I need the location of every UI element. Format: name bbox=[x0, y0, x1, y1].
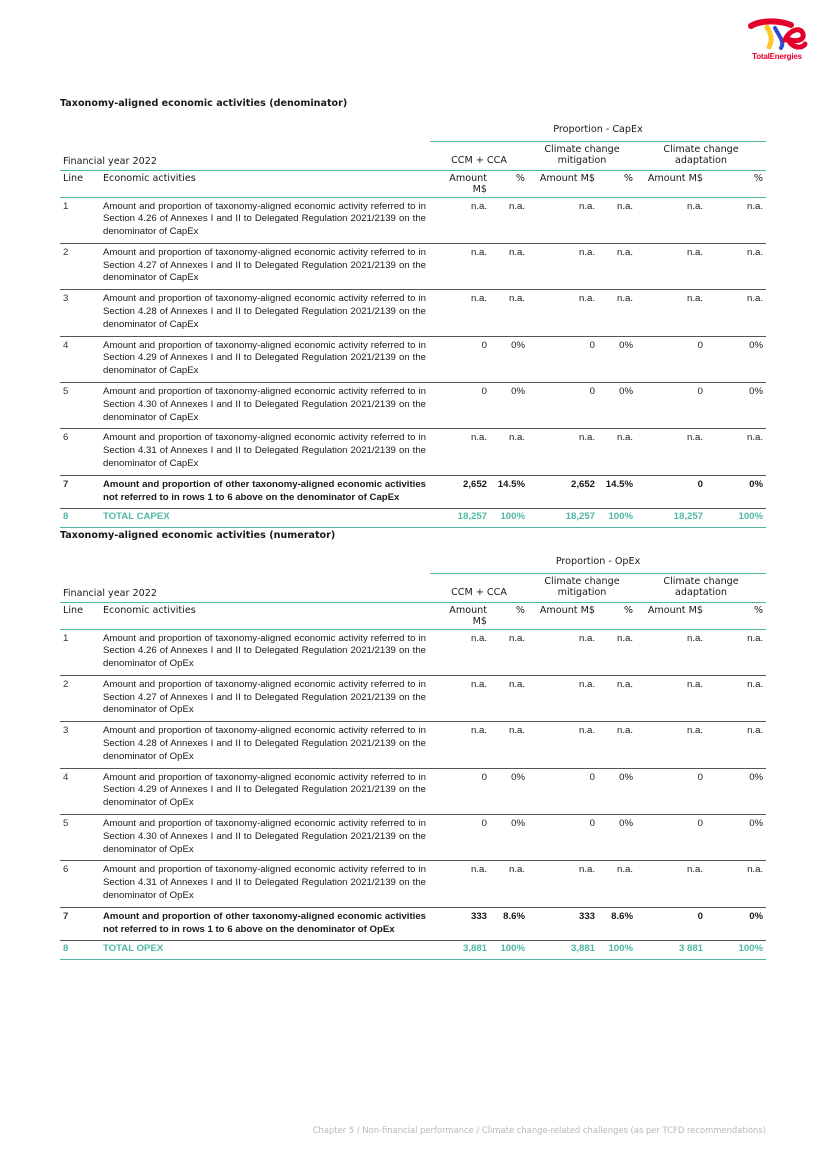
header-row-groups bbox=[60, 141, 766, 170]
group-ccm-cca: CCM + CCA bbox=[430, 573, 528, 602]
cell-amount: 0 bbox=[636, 475, 706, 509]
cell-amount: n.a. bbox=[636, 675, 706, 721]
table-row bbox=[60, 383, 766, 429]
col-line: Line bbox=[60, 602, 100, 629]
col-percent: % bbox=[706, 602, 766, 629]
row-description: Amount and proportion of taxonomy-aligned economic activity referred to in Section 4.31 of Annexes I and II to Delegated Regulation 2021/2139 on the denominator of CapEx bbox=[100, 429, 430, 475]
col-amount: Amount M$ bbox=[430, 602, 490, 629]
cell-amount: 0 bbox=[636, 768, 706, 814]
cell-amount: 18,257 bbox=[430, 509, 490, 528]
financial-year: Financial year 2022 bbox=[60, 573, 430, 602]
cell-amount: 0 bbox=[636, 815, 706, 861]
group-mitigation: Climate change mitigation bbox=[528, 141, 636, 170]
table-row bbox=[60, 941, 766, 960]
cell-percent: n.a. bbox=[706, 675, 766, 721]
cell-percent: n.a. bbox=[490, 629, 528, 675]
cell-amount: 2,652 bbox=[528, 475, 598, 509]
header-spacer bbox=[60, 555, 430, 573]
cell-amount: n.a. bbox=[636, 290, 706, 336]
cell-percent: n.a. bbox=[490, 243, 528, 289]
cell-percent: n.a. bbox=[706, 629, 766, 675]
row-line-number: 8 bbox=[60, 509, 100, 528]
cell-percent: n.a. bbox=[490, 675, 528, 721]
cell-amount: n.a. bbox=[528, 722, 598, 768]
row-line-number: 1 bbox=[60, 629, 100, 675]
row-line-number: 6 bbox=[60, 861, 100, 907]
row-line-number: 1 bbox=[60, 197, 100, 243]
row-description: Amount and proportion of taxonomy-aligned economic activity referred to in Section 4.29 of Annexes I and II to Delegated Regulation 2021/2139 on the denominator of OpEx bbox=[100, 768, 430, 814]
cell-percent: 100% bbox=[490, 509, 528, 528]
cell-percent: 8.6% bbox=[598, 907, 636, 941]
table-row bbox=[60, 290, 766, 336]
cell-percent: n.a. bbox=[706, 722, 766, 768]
cell-amount: 0 bbox=[430, 815, 490, 861]
cell-percent: n.a. bbox=[706, 290, 766, 336]
col-amount: Amount M$ bbox=[528, 602, 598, 629]
row-line-number: 2 bbox=[60, 675, 100, 721]
row-line-number: 8 bbox=[60, 941, 100, 960]
header-row-proportion bbox=[60, 123, 766, 141]
group-adaptation: Climate change adaptation bbox=[636, 573, 766, 602]
cell-amount: 0 bbox=[528, 336, 598, 382]
cell-amount: 0 bbox=[528, 815, 598, 861]
section-title: Taxonomy-aligned economic activities (numerator) bbox=[60, 530, 336, 541]
cell-amount: n.a. bbox=[528, 861, 598, 907]
col-amount: Amount M$ bbox=[528, 170, 598, 197]
cell-percent: 0% bbox=[490, 815, 528, 861]
row-description: Amount and proportion of taxonomy-aligned economic activity referred to in Section 4.31 of Annexes I and II to Delegated Regulation 2021/2139 on the denominator of OpEx bbox=[100, 861, 430, 907]
cell-percent: n.a. bbox=[490, 722, 528, 768]
cell-percent: n.a. bbox=[490, 290, 528, 336]
table-row bbox=[60, 475, 766, 509]
row-line-number: 4 bbox=[60, 768, 100, 814]
row-line-number: 7 bbox=[60, 475, 100, 509]
cell-amount: 0 bbox=[528, 383, 598, 429]
row-line-number: 3 bbox=[60, 290, 100, 336]
cell-amount: n.a. bbox=[430, 243, 490, 289]
cell-percent: 0% bbox=[598, 768, 636, 814]
col-percent: % bbox=[490, 170, 528, 197]
cell-percent: 8.6% bbox=[490, 907, 528, 941]
cell-amount: 333 bbox=[430, 907, 490, 941]
cell-percent: 14.5% bbox=[598, 475, 636, 509]
cell-amount: 0 bbox=[430, 768, 490, 814]
row-line-number: 5 bbox=[60, 815, 100, 861]
col-line: Line bbox=[60, 170, 100, 197]
cell-percent: n.a. bbox=[490, 861, 528, 907]
cell-amount: 3,881 bbox=[528, 941, 598, 960]
cell-percent: 100% bbox=[490, 941, 528, 960]
cell-percent: n.a. bbox=[598, 861, 636, 907]
cell-amount: n.a. bbox=[430, 675, 490, 721]
header-row-groups bbox=[60, 573, 766, 602]
taxonomy-table bbox=[60, 555, 766, 960]
cell-amount: n.a. bbox=[636, 243, 706, 289]
cell-amount: n.a. bbox=[528, 197, 598, 243]
table-row bbox=[60, 509, 766, 528]
row-description: Amount and proportion of taxonomy-aligned economic activity referred to in Section 4.27 of Annexes I and II to Delegated Regulation 2021/2139 on the denominator of OpEx bbox=[100, 675, 430, 721]
cell-amount: 0 bbox=[636, 336, 706, 382]
cell-percent: 100% bbox=[598, 941, 636, 960]
cell-amount: n.a. bbox=[528, 429, 598, 475]
cell-amount: 18,257 bbox=[636, 509, 706, 528]
row-description: Amount and proportion of taxonomy-aligned economic activity referred to in Section 4.28 of Annexes I and II to Delegated Regulation 2021/2139 on the denominator of OpEx bbox=[100, 722, 430, 768]
cell-percent: 100% bbox=[598, 509, 636, 528]
financial-year: Financial year 2022 bbox=[60, 141, 430, 170]
table-row bbox=[60, 243, 766, 289]
cell-amount: n.a. bbox=[430, 722, 490, 768]
cell-amount: 3,881 bbox=[430, 941, 490, 960]
cell-percent: 0% bbox=[598, 336, 636, 382]
col-amount: Amount M$ bbox=[430, 170, 490, 197]
cell-amount: n.a. bbox=[636, 722, 706, 768]
cell-amount: n.a. bbox=[528, 629, 598, 675]
totalenergies-logo-mark-icon bbox=[745, 18, 809, 52]
row-description: Amount and proportion of taxonomy-aligned economic activity referred to in Section 4.26 of Annexes I and II to Delegated Regulation 2021/2139 on the denominator of OpEx bbox=[100, 629, 430, 675]
cell-percent: n.a. bbox=[598, 290, 636, 336]
table-row bbox=[60, 815, 766, 861]
cell-percent: 0% bbox=[706, 336, 766, 382]
row-line-number: 2 bbox=[60, 243, 100, 289]
cell-amount: n.a. bbox=[636, 197, 706, 243]
proportion-header: Proportion - CapEx bbox=[430, 123, 766, 141]
cell-amount: n.a. bbox=[430, 197, 490, 243]
capex-section bbox=[60, 98, 766, 528]
cell-amount: 333 bbox=[528, 907, 598, 941]
group-ccm-cca: CCM + CCA bbox=[430, 141, 528, 170]
row-description: Amount and proportion of taxonomy-aligned economic activity referred to in Section 4.26 of Annexes I and II to Delegated Regulation 2021/2139 on the denominator of CapEx bbox=[100, 197, 430, 243]
row-line-number: 5 bbox=[60, 383, 100, 429]
header-spacer bbox=[60, 123, 430, 141]
cell-amount: 0 bbox=[528, 768, 598, 814]
table-row bbox=[60, 629, 766, 675]
cell-percent: n.a. bbox=[706, 861, 766, 907]
col-economic-activities: Economic activities bbox=[100, 602, 430, 629]
group-adaptation: Climate change adaptation bbox=[636, 141, 766, 170]
cell-percent: n.a. bbox=[598, 629, 636, 675]
cell-percent: 0% bbox=[706, 815, 766, 861]
taxonomy-table bbox=[60, 123, 766, 528]
table-row bbox=[60, 768, 766, 814]
cell-percent: n.a. bbox=[598, 722, 636, 768]
row-description: TOTAL CAPEX bbox=[100, 509, 430, 528]
col-percent: % bbox=[598, 170, 636, 197]
page-footer: Chapter 5 / Non-financial performance / Climate change-related challenges (as per TCFD recommendations) bbox=[312, 1125, 766, 1135]
cell-percent: 0% bbox=[490, 336, 528, 382]
col-economic-activities: Economic activities bbox=[100, 170, 430, 197]
cell-percent: 0% bbox=[598, 383, 636, 429]
group-mitigation: Climate change mitigation bbox=[528, 573, 636, 602]
cell-amount: n.a. bbox=[528, 290, 598, 336]
cell-percent: 0% bbox=[706, 475, 766, 509]
cell-percent: 0% bbox=[706, 768, 766, 814]
cell-percent: 14.5% bbox=[490, 475, 528, 509]
section-title: Taxonomy-aligned economic activities (denominator) bbox=[60, 98, 348, 109]
logo-wordmark: TotalEnergies bbox=[752, 52, 802, 61]
row-line-number: 7 bbox=[60, 907, 100, 941]
row-description: Amount and proportion of taxonomy-aligned economic activity referred to in Section 4.27 of Annexes I and II to Delegated Regulation 2021/2139 on the denominator of CapEx bbox=[100, 243, 430, 289]
cell-amount: n.a. bbox=[430, 429, 490, 475]
row-description: Amount and proportion of taxonomy-aligned economic activity referred to in Section 4.30 of Annexes I and II to Delegated Regulation 2021/2139 on the denominator of CapEx bbox=[100, 383, 430, 429]
col-percent: % bbox=[490, 602, 528, 629]
opex-section bbox=[60, 530, 766, 960]
row-description: Amount and proportion of taxonomy-aligned economic activity referred to in Section 4.29 of Annexes I and II to Delegated Regulation 2021/2139 on the denominator of CapEx bbox=[100, 336, 430, 382]
col-percent: % bbox=[706, 170, 766, 197]
row-line-number: 3 bbox=[60, 722, 100, 768]
cell-percent: n.a. bbox=[490, 197, 528, 243]
cell-amount: 0 bbox=[636, 907, 706, 941]
column-header-row bbox=[60, 170, 766, 197]
cell-percent: n.a. bbox=[706, 429, 766, 475]
cell-percent: n.a. bbox=[706, 243, 766, 289]
table-row bbox=[60, 861, 766, 907]
cell-amount: n.a. bbox=[528, 243, 598, 289]
cell-percent: 0% bbox=[490, 768, 528, 814]
cell-percent: n.a. bbox=[490, 429, 528, 475]
cell-amount: n.a. bbox=[636, 861, 706, 907]
row-line-number: 4 bbox=[60, 336, 100, 382]
col-percent: % bbox=[598, 602, 636, 629]
cell-percent: n.a. bbox=[706, 197, 766, 243]
cell-amount: 18,257 bbox=[528, 509, 598, 528]
col-amount: Amount M$ bbox=[636, 602, 706, 629]
column-header-row bbox=[60, 602, 766, 629]
proportion-header: Proportion - OpEx bbox=[430, 555, 766, 573]
cell-amount: n.a. bbox=[528, 675, 598, 721]
cell-percent: 100% bbox=[706, 941, 766, 960]
header-row-proportion bbox=[60, 555, 766, 573]
cell-percent: n.a. bbox=[598, 197, 636, 243]
table-row bbox=[60, 907, 766, 941]
cell-percent: n.a. bbox=[598, 429, 636, 475]
totalenergies-logo bbox=[745, 18, 809, 64]
cell-amount: 3 881 bbox=[636, 941, 706, 960]
cell-amount: n.a. bbox=[636, 629, 706, 675]
cell-amount: 2,652 bbox=[430, 475, 490, 509]
cell-percent: 0% bbox=[490, 383, 528, 429]
cell-percent: 100% bbox=[706, 509, 766, 528]
cell-percent: n.a. bbox=[598, 675, 636, 721]
table-row bbox=[60, 336, 766, 382]
cell-amount: 0 bbox=[430, 336, 490, 382]
cell-amount: 0 bbox=[636, 383, 706, 429]
cell-percent: n.a. bbox=[598, 243, 636, 289]
cell-amount: n.a. bbox=[430, 629, 490, 675]
row-line-number: 6 bbox=[60, 429, 100, 475]
row-description: TOTAL OPEX bbox=[100, 941, 430, 960]
cell-percent: 0% bbox=[598, 815, 636, 861]
cell-amount: n.a. bbox=[636, 429, 706, 475]
row-description: Amount and proportion of other taxonomy-aligned economic activities not referred to in rows 1 to 6 above on the denominator of CapEx bbox=[100, 475, 430, 509]
table-row bbox=[60, 722, 766, 768]
cell-amount: n.a. bbox=[430, 290, 490, 336]
table-row bbox=[60, 197, 766, 243]
col-amount: Amount M$ bbox=[636, 170, 706, 197]
cell-amount: n.a. bbox=[430, 861, 490, 907]
row-description: Amount and proportion of other taxonomy-aligned economic activities not referred to in rows 1 to 6 above on the denominator of OpEx bbox=[100, 907, 430, 941]
cell-amount: 0 bbox=[430, 383, 490, 429]
row-description: Amount and proportion of taxonomy-aligned economic activity referred to in Section 4.28 of Annexes I and II to Delegated Regulation 2021/2139 on the denominator of CapEx bbox=[100, 290, 430, 336]
row-description: Amount and proportion of taxonomy-aligned economic activity referred to in Section 4.30 of Annexes I and II to Delegated Regulation 2021/2139 on the denominator of OpEx bbox=[100, 815, 430, 861]
cell-percent: 0% bbox=[706, 383, 766, 429]
cell-percent: 0% bbox=[706, 907, 766, 941]
table-row bbox=[60, 675, 766, 721]
table-row bbox=[60, 429, 766, 475]
